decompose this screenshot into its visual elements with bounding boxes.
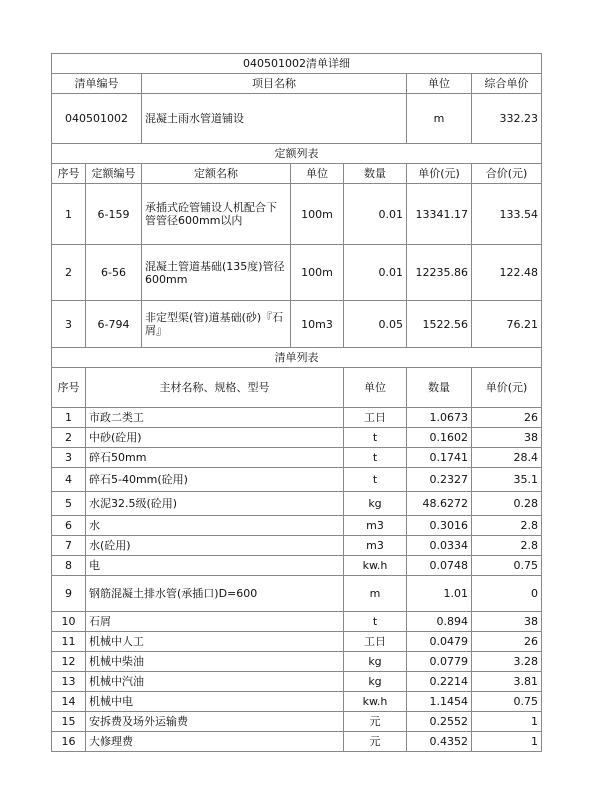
quota-total: 76.21	[472, 301, 542, 348]
material-unit-price: 1	[472, 712, 542, 732]
quota-row	[52, 245, 542, 301]
material-name: 水	[86, 516, 344, 536]
material-qty: 0.2214	[407, 672, 472, 692]
material-unit-price: 1	[472, 732, 542, 752]
material-unit: kw.h	[344, 692, 407, 712]
material-qty: 0.2552	[407, 712, 472, 732]
material-row	[52, 492, 542, 516]
material-unit: t	[344, 468, 407, 492]
material-row	[52, 692, 542, 712]
material-seq: 3	[52, 448, 86, 468]
materials-section-row	[52, 348, 542, 368]
material-row	[52, 408, 542, 428]
header-label-row	[52, 74, 542, 94]
quota-total: 133.54	[472, 184, 542, 245]
quota-seq-header: 序号	[52, 164, 86, 184]
header-value-row	[52, 94, 542, 144]
material-unit-price-header: 单价(元)	[472, 368, 542, 408]
material-unit-price: 0.75	[472, 692, 542, 712]
material-qty-header: 数量	[407, 368, 472, 408]
bill-code-value: 040501002	[52, 94, 142, 144]
quota-code: 6-56	[86, 245, 142, 301]
material-unit: t	[344, 612, 407, 632]
quota-code: 6-159	[86, 184, 142, 245]
material-unit: kg	[344, 492, 407, 516]
quota-seq: 2	[52, 245, 86, 301]
material-unit: m	[344, 576, 407, 612]
material-seq: 6	[52, 516, 86, 536]
material-name: 钢筋混凝土排水管(承插口)D=600	[86, 576, 344, 612]
quota-name: 非定型渠(管)道基础(砂)『石屑』	[142, 301, 291, 348]
bill-detail-table	[51, 53, 542, 752]
material-row	[52, 632, 542, 652]
material-seq: 1	[52, 408, 86, 428]
material-seq: 2	[52, 428, 86, 448]
quota-code: 6-794	[86, 301, 142, 348]
quota-unit-price: 13341.17	[407, 184, 472, 245]
quota-unit-header: 单位	[291, 164, 344, 184]
material-row	[52, 652, 542, 672]
page-title: 040501002清单详细	[52, 54, 542, 74]
quota-unit-price: 1522.56	[407, 301, 472, 348]
material-seq: 12	[52, 652, 86, 672]
material-qty: 0.0779	[407, 652, 472, 672]
quota-total-header: 合价(元)	[472, 164, 542, 184]
quota-unit: 100m	[291, 184, 344, 245]
material-unit: 工日	[344, 632, 407, 652]
material-unit: m3	[344, 536, 407, 556]
material-unit-price: 35.1	[472, 468, 542, 492]
quota-name: 混凝土管道基础(135度)管径600mm	[142, 245, 291, 301]
material-unit: m3	[344, 516, 407, 536]
material-unit-price: 2.8	[472, 536, 542, 556]
material-seq: 15	[52, 712, 86, 732]
material-name: 机械中柴油	[86, 652, 344, 672]
material-seq: 8	[52, 556, 86, 576]
material-name: 碎石5-40mm(砼用)	[86, 468, 344, 492]
material-row	[52, 576, 542, 612]
material-unit-price: 3.81	[472, 672, 542, 692]
material-unit-price: 26	[472, 408, 542, 428]
quota-qty: 0.01	[344, 245, 407, 301]
material-row	[52, 672, 542, 692]
material-name: 机械中汽油	[86, 672, 344, 692]
material-unit-price: 0.75	[472, 556, 542, 576]
material-name: 水泥32.5级(砼用)	[86, 492, 344, 516]
material-row	[52, 536, 542, 556]
material-unit-price: 28.4	[472, 448, 542, 468]
quota-unit: 100m	[291, 245, 344, 301]
item-name-header: 项目名称	[142, 74, 407, 94]
material-name: 电	[86, 556, 344, 576]
material-unit-price: 0	[472, 576, 542, 612]
material-unit: 元	[344, 712, 407, 732]
material-qty: 0.0334	[407, 536, 472, 556]
material-unit-price: 2.8	[472, 516, 542, 536]
material-name: 石屑	[86, 612, 344, 632]
material-unit-price: 3.28	[472, 652, 542, 672]
material-unit-price: 26	[472, 632, 542, 652]
material-row	[52, 712, 542, 732]
material-seq: 10	[52, 612, 86, 632]
composite-price-value: 332.23	[472, 94, 542, 144]
material-name: 中砂(砼用)	[86, 428, 344, 448]
material-seq: 7	[52, 536, 86, 556]
materials-section-title: 清单列表	[52, 348, 542, 368]
quota-seq: 1	[52, 184, 86, 245]
quota-unit-price: 12235.86	[407, 245, 472, 301]
bill-code-header: 清单编号	[52, 74, 142, 94]
quota-section-row	[52, 144, 542, 164]
quota-unit: 10m3	[291, 301, 344, 348]
material-row	[52, 612, 542, 632]
material-qty: 0.3016	[407, 516, 472, 536]
material-unit: kg	[344, 652, 407, 672]
quota-qty: 0.01	[344, 184, 407, 245]
material-qty: 0.894	[407, 612, 472, 632]
material-seq: 5	[52, 492, 86, 516]
material-seq: 16	[52, 732, 86, 752]
material-name-header: 主材名称、规格、型号	[86, 368, 344, 408]
composite-price-header: 综合单价	[472, 74, 542, 94]
quota-total: 122.48	[472, 245, 542, 301]
material-row	[52, 428, 542, 448]
material-name: 机械中人工	[86, 632, 344, 652]
material-unit: t	[344, 448, 407, 468]
quota-name-header: 定额名称	[142, 164, 291, 184]
material-qty: 0.0748	[407, 556, 472, 576]
material-unit-price: 38	[472, 612, 542, 632]
material-seq-header: 序号	[52, 368, 86, 408]
material-row	[52, 516, 542, 536]
material-row	[52, 468, 542, 492]
material-row	[52, 448, 542, 468]
material-unit-header: 单位	[344, 368, 407, 408]
material-seq: 4	[52, 468, 86, 492]
material-unit-price: 38	[472, 428, 542, 448]
material-seq: 11	[52, 632, 86, 652]
material-name: 市政二类工	[86, 408, 344, 428]
material-name: 水(砼用)	[86, 536, 344, 556]
material-row	[52, 732, 542, 752]
material-unit: t	[344, 428, 407, 448]
title-row	[52, 54, 542, 74]
material-unit: kw.h	[344, 556, 407, 576]
material-seq: 13	[52, 672, 86, 692]
quota-section-title: 定额列表	[52, 144, 542, 164]
material-name: 安拆费及场外运输费	[86, 712, 344, 732]
material-name: 碎石50mm	[86, 448, 344, 468]
quota-seq: 3	[52, 301, 86, 348]
quota-code-header: 定额编号	[86, 164, 142, 184]
material-qty: 0.1602	[407, 428, 472, 448]
material-unit: 元	[344, 732, 407, 752]
quota-qty: 0.05	[344, 301, 407, 348]
quota-qty-header: 数量	[344, 164, 407, 184]
material-qty: 0.4352	[407, 732, 472, 752]
material-seq: 14	[52, 692, 86, 712]
material-name: 大修理费	[86, 732, 344, 752]
quota-name: 承插式砼管铺设人机配合下管管径600mm以内	[142, 184, 291, 245]
material-seq: 9	[52, 576, 86, 612]
materials-header-row	[52, 368, 542, 408]
material-name: 机械中电	[86, 692, 344, 712]
material-qty: 0.1741	[407, 448, 472, 468]
material-unit: 工日	[344, 408, 407, 428]
material-qty: 0.0479	[407, 632, 472, 652]
quota-row	[52, 184, 542, 245]
material-unit: kg	[344, 672, 407, 692]
unit-header: 单位	[407, 74, 472, 94]
material-qty: 48.6272	[407, 492, 472, 516]
quota-unit-price-header: 单价(元)	[407, 164, 472, 184]
quota-row	[52, 301, 542, 348]
material-row	[52, 556, 542, 576]
item-name-value: 混凝土雨水管道铺设	[142, 94, 407, 144]
material-qty: 0.2327	[407, 468, 472, 492]
unit-value: m	[407, 94, 472, 144]
material-qty: 1.1454	[407, 692, 472, 712]
quota-header-row	[52, 164, 542, 184]
material-unit-price: 0.28	[472, 492, 542, 516]
material-qty: 1.01	[407, 576, 472, 612]
material-qty: 1.0673	[407, 408, 472, 428]
